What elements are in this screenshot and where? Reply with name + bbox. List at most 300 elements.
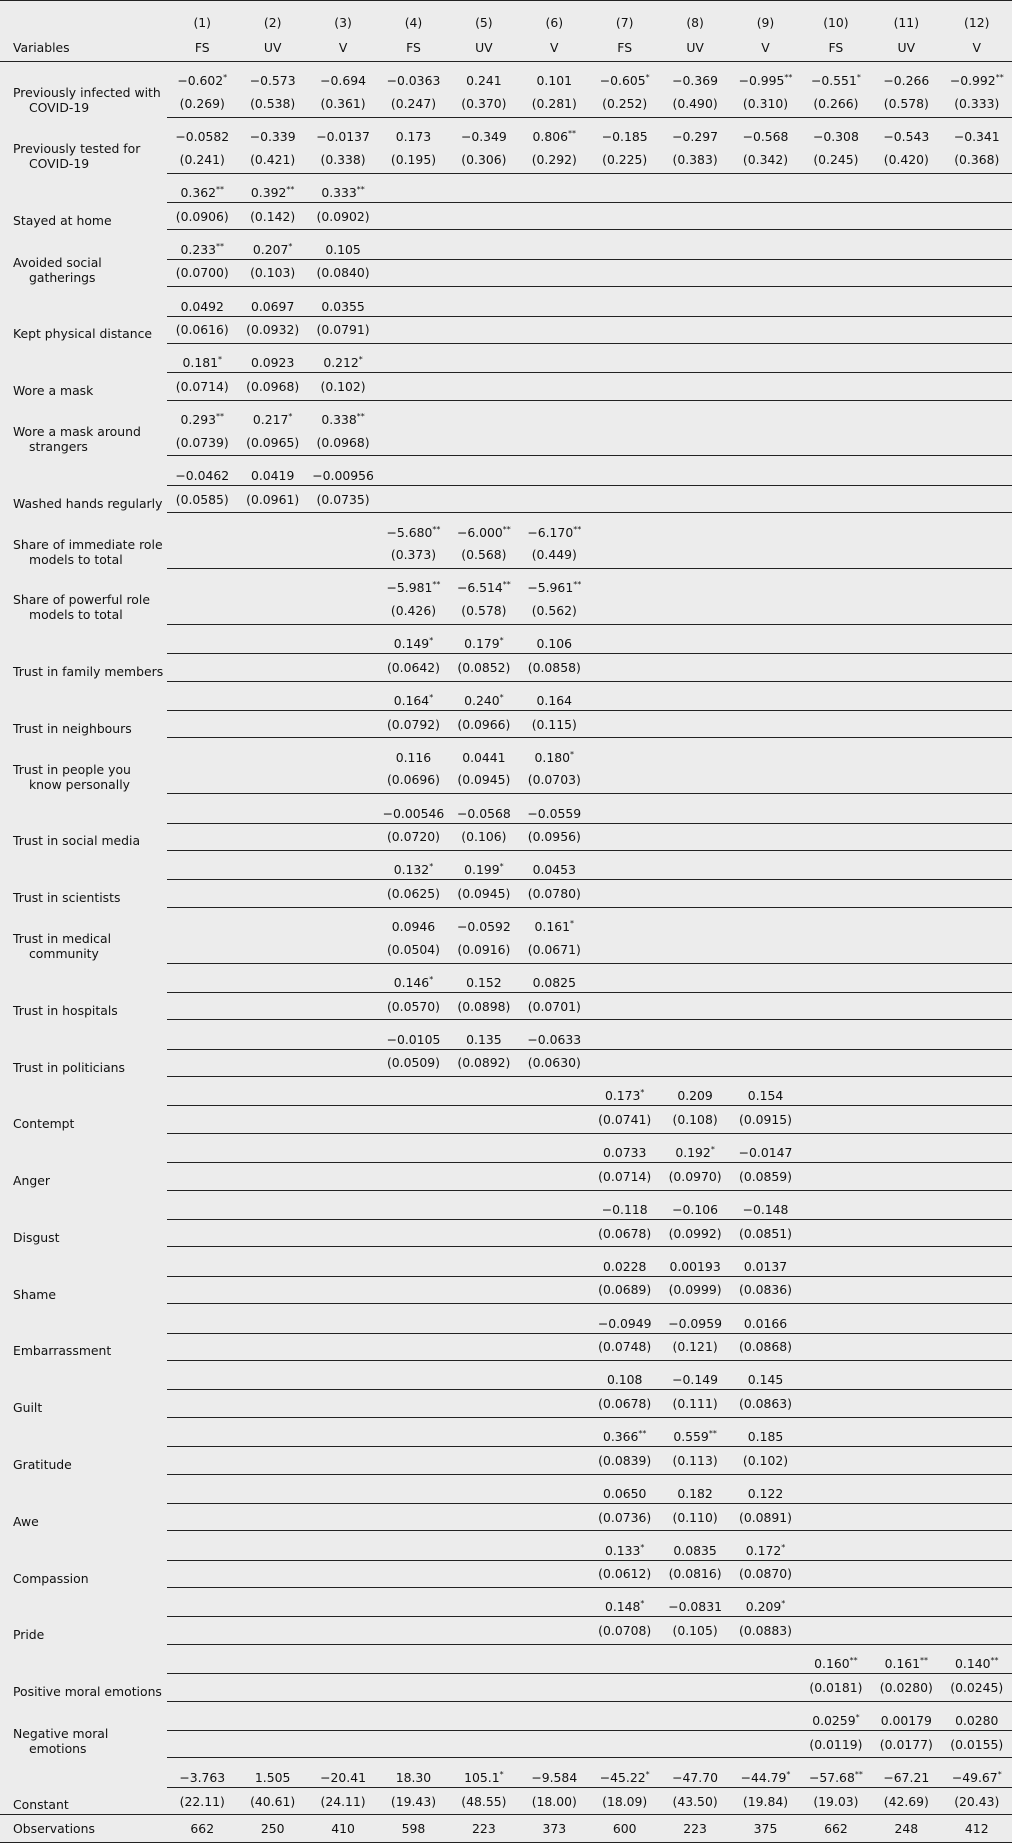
coefficient-cell (589, 456, 659, 485)
coefficient-cell: −0.369 (672, 73, 719, 89)
coefficient-cell: −0.0949 (589, 1304, 659, 1333)
coefficient-cell (801, 1417, 871, 1446)
coefficient-cell: −57.68** (801, 1758, 871, 1787)
standard-error-cell: (0.0961) (237, 485, 307, 512)
standard-error-cell: (0.0792) (378, 710, 448, 737)
standard-error-cell (942, 1447, 1012, 1474)
coefficient-cell (589, 569, 659, 598)
standard-error-cell (730, 767, 800, 794)
coefficient-cell: 0.173* (589, 1077, 659, 1106)
coefficient-cell (167, 1190, 237, 1219)
standard-error-cell: (0.306) (449, 146, 519, 173)
standard-error-cell (519, 259, 589, 286)
standard-error-cell (589, 992, 659, 1019)
variable-label: Trust in politicians (13, 1059, 125, 1075)
coefficient-cell: 0.122 (730, 1474, 800, 1503)
standard-error-cell (519, 1106, 589, 1133)
standard-error-cell (942, 259, 1012, 286)
standard-error-cell (449, 1276, 519, 1303)
coefficient-cell (660, 173, 730, 202)
coefficient-cell (308, 1190, 378, 1219)
coefficient-cell: 0.00193 (660, 1247, 730, 1276)
coefficient-cell (519, 1531, 589, 1560)
standard-error-cell: (0.103) (237, 259, 307, 286)
model-number-header: (12) (964, 14, 990, 30)
standard-error-cell (167, 1503, 237, 1530)
standard-error-cell (237, 1333, 307, 1360)
coefficient-cell (942, 1474, 1012, 1503)
standard-error-cell: (0.0999) (660, 1276, 730, 1303)
standard-error-cell (589, 654, 659, 681)
standard-error-cell (801, 373, 871, 400)
variable-label: Compassion (13, 1570, 89, 1586)
variable-label: Trust in medical community (13, 931, 112, 961)
standard-error-cell (660, 1674, 730, 1701)
coefficient-cell (237, 1247, 307, 1276)
coefficient-cell (801, 794, 871, 823)
coefficient-row (0, 1644, 1012, 1673)
coefficient-row (0, 963, 1012, 992)
coefficient-cell (871, 1474, 941, 1503)
standard-error-cell (308, 1106, 378, 1133)
coefficient-cell (589, 230, 659, 259)
coefficient-cell (660, 287, 730, 316)
coefficient-cell (871, 681, 941, 710)
coefficient-cell: −0.0959 (660, 1304, 730, 1333)
coefficient-cell (519, 1304, 589, 1333)
standard-error-cell (237, 597, 307, 624)
variable-label: Trust in people you know personally (13, 761, 131, 792)
coefficient-cell (801, 907, 871, 936)
standard-error-cell (730, 429, 800, 456)
coefficient-cell (237, 1701, 307, 1730)
variable-label: Washed hands regularly (13, 495, 163, 511)
standard-error-cell: (0.252) (589, 90, 659, 117)
standard-error-cell (308, 1503, 378, 1530)
standard-error-cell (237, 767, 307, 794)
standard-error-cell (167, 1674, 237, 1701)
coefficient-cell (449, 287, 519, 316)
standard-error-cell (660, 654, 730, 681)
variable-label: Disgust (13, 1229, 60, 1245)
dependent-variable-header: FS (801, 37, 871, 62)
coefficient-cell (942, 1020, 1012, 1049)
standard-error-cell (237, 1049, 307, 1076)
standard-error-cell: (0.0708) (589, 1617, 659, 1644)
standard-error-cell: (0.110) (660, 1503, 730, 1530)
coefficient-cell (519, 1077, 589, 1106)
coefficient-row (0, 1133, 1012, 1162)
standard-error-cell (519, 1617, 589, 1644)
standard-error-cell (589, 767, 659, 794)
standard-error-cell (167, 542, 237, 569)
standard-error-cell (308, 992, 378, 1019)
standard-error-cell: (0.0968) (308, 429, 378, 456)
coefficient-cell: −0.694 (320, 73, 366, 89)
standard-error-cell (589, 373, 659, 400)
coefficient-cell (449, 173, 519, 202)
variable-label: Trust in social media (13, 833, 141, 849)
coefficient-cell (519, 400, 589, 429)
coefficient-cell (801, 569, 871, 598)
standard-error-cell: (0.108) (660, 1106, 730, 1133)
coefficient-cell: 0.806** (532, 129, 577, 145)
coefficient-cell (167, 1701, 237, 1730)
coefficient-cell (942, 1360, 1012, 1389)
standard-error-cell: (0.0736) (589, 1503, 659, 1530)
coefficient-cell: 0.0166 (730, 1304, 800, 1333)
standard-error-cell (589, 485, 659, 512)
coefficient-cell (730, 681, 800, 710)
standard-error-cell (237, 1674, 307, 1701)
coefficient-cell (378, 343, 448, 372)
header-blank (0, 1, 167, 38)
standard-error-cell (378, 1617, 448, 1644)
coefficient-cell: 0.209 (660, 1077, 730, 1106)
standard-error-cell (730, 654, 800, 681)
coefficient-cell (237, 1077, 307, 1106)
standard-error-cell (801, 1106, 871, 1133)
standard-error-cell (237, 880, 307, 907)
model-number-header: (2) (263, 14, 282, 30)
coefficient-cell (237, 907, 307, 936)
standard-error-cell (449, 1503, 519, 1530)
coefficient-cell (942, 456, 1012, 485)
standard-error-cell (237, 1106, 307, 1133)
standard-error-cell (871, 373, 941, 400)
dependent-variable-header: UV (871, 37, 941, 62)
coefficient-cell (942, 1304, 1012, 1333)
coefficient-cell (308, 1077, 378, 1106)
standard-error-cell (167, 936, 237, 963)
observations-cell: 373 (542, 1820, 567, 1836)
standard-error-cell: (0.0701) (519, 992, 589, 1019)
standard-error-cell (871, 1049, 941, 1076)
coefficient-cell (730, 624, 800, 653)
standard-error-cell (237, 1220, 307, 1247)
coefficient-cell (871, 738, 941, 767)
standard-error-cell (942, 1276, 1012, 1303)
coefficient-cell: −0.297 (672, 129, 719, 145)
standard-error-cell: (0.0859) (730, 1163, 800, 1190)
coefficient-cell (801, 456, 871, 485)
standard-error-cell (237, 1503, 307, 1530)
coefficient-cell (942, 1531, 1012, 1560)
observations-cell: 410 (331, 1820, 355, 1836)
standard-error-cell (801, 1560, 871, 1587)
standard-error-cell: (48.55) (461, 1793, 507, 1809)
coefficient-cell (942, 907, 1012, 936)
coefficient-cell (871, 1020, 941, 1049)
standard-error-cell: (0.0966) (449, 710, 519, 737)
standard-error-cell (660, 936, 730, 963)
coefficient-row (0, 1077, 1012, 1106)
coefficient-cell (449, 1644, 519, 1673)
coefficient-row (0, 1474, 1012, 1503)
standard-error-cell (589, 936, 659, 963)
standard-error-cell (871, 429, 941, 456)
coefficient-cell: 0.192* (660, 1133, 730, 1162)
coefficient-cell: 0.362** (167, 173, 237, 202)
coefficient-cell (308, 1701, 378, 1730)
standard-error-cell: (0.0915) (730, 1106, 800, 1133)
standard-error-cell (378, 1390, 448, 1417)
coefficient-cell (801, 1133, 871, 1162)
standard-error-cell (167, 1276, 237, 1303)
standard-error-cell: (0.0625) (378, 880, 448, 907)
coefficient-row (0, 1360, 1012, 1389)
standard-error-cell (308, 1163, 378, 1190)
standard-error-cell: (0.0898) (449, 992, 519, 1019)
standard-error-cell (660, 597, 730, 624)
standard-error-cell (519, 373, 589, 400)
model-number-header: (4) (404, 14, 423, 30)
standard-error-cell (660, 259, 730, 286)
standard-error-cell (589, 880, 659, 907)
coefficient-row (0, 1588, 1012, 1617)
standard-error-cell: (0.0883) (730, 1617, 800, 1644)
standard-error-cell (167, 710, 237, 737)
standard-error-cell (801, 1390, 871, 1417)
standard-error-cell (942, 1560, 1012, 1587)
coefficient-cell (871, 1588, 941, 1617)
standard-error-cell (519, 202, 589, 229)
standard-error-cell: (0.0970) (660, 1163, 730, 1190)
standard-error-cell (378, 1220, 448, 1247)
coefficient-cell: 0.0355 (308, 287, 378, 316)
standard-error-cell (871, 1447, 941, 1474)
model-number-header: (11) (893, 14, 920, 30)
coefficient-cell (308, 624, 378, 653)
standard-error-cell (660, 767, 730, 794)
coefficient-cell (308, 738, 378, 767)
coefficient-cell (237, 681, 307, 710)
standard-error-cell (801, 823, 871, 850)
coefficient-cell: −0.339 (249, 129, 296, 145)
coefficient-cell: −0.0147 (730, 1133, 800, 1162)
standard-error-cell (519, 1163, 589, 1190)
standard-error-cell (378, 373, 448, 400)
coefficient-cell: −0.0559 (519, 794, 589, 823)
standard-error-cell: (0.0780) (519, 880, 589, 907)
coefficient-cell (519, 1360, 589, 1389)
standard-error-cell: (0.0735) (308, 485, 378, 512)
coefficient-cell (167, 1247, 237, 1276)
standard-error-cell (730, 1049, 800, 1076)
standard-error-cell (449, 1390, 519, 1417)
standard-error-cell (449, 1617, 519, 1644)
standard-error-cell (942, 1503, 1012, 1530)
standard-error-cell (660, 429, 730, 456)
standard-error-cell (942, 936, 1012, 963)
variable-label: Gratitude (13, 1457, 72, 1473)
observations-cell: 662 (824, 1820, 848, 1836)
coefficient-cell (378, 1701, 448, 1730)
standard-error-cell: (0.373) (378, 542, 448, 569)
standard-error-cell (519, 1390, 589, 1417)
coefficient-cell: −0.0137 (316, 129, 370, 145)
variable-label: Negative moral emotions (13, 1725, 109, 1756)
standard-error-cell (167, 654, 237, 681)
standard-error-cell (801, 1503, 871, 1530)
standard-error-cell (378, 429, 448, 456)
standard-error-cell: (0.102) (730, 1447, 800, 1474)
standard-error-cell (730, 1674, 800, 1701)
standard-error-cell (449, 316, 519, 343)
standard-error-cell (871, 1617, 941, 1644)
coefficient-cell: 0.0825 (519, 963, 589, 992)
coefficient-cell (871, 1133, 941, 1162)
coefficient-cell (308, 850, 378, 879)
coefficient-cell (871, 1304, 941, 1333)
model-number-header: (6) (545, 14, 564, 30)
standard-error-cell: (0.0720) (378, 823, 448, 850)
coefficient-cell (519, 230, 589, 259)
coefficient-cell (942, 850, 1012, 879)
coefficient-cell (871, 1360, 941, 1389)
standard-error-cell: (0.0678) (589, 1220, 659, 1247)
dependent-variable-row (0, 37, 1012, 62)
standard-error-cell: (0.0714) (589, 1163, 659, 1190)
coefficient-cell (660, 907, 730, 936)
coefficient-cell: −0.341 (953, 129, 1000, 145)
standard-error-cell: (0.0992) (660, 1220, 730, 1247)
standard-error-cell: (19.03) (813, 1793, 859, 1809)
coefficient-row (0, 1304, 1012, 1333)
coefficient-cell: 0.0733 (589, 1133, 659, 1162)
coefficient-cell (308, 1133, 378, 1162)
standard-error-cell (519, 1731, 589, 1758)
coefficient-cell: 0.160** (801, 1644, 871, 1673)
standard-error-cell (589, 597, 659, 624)
standard-error-cell: (0.568) (449, 542, 519, 569)
coefficient-cell (167, 1360, 237, 1389)
coefficient-cell: −0.00546 (378, 794, 448, 823)
coefficient-cell (660, 624, 730, 653)
standard-error-cell (660, 1049, 730, 1076)
coefficient-cell (519, 1133, 589, 1162)
standard-error-cell (449, 1106, 519, 1133)
standard-error-cell (801, 1333, 871, 1360)
coefficient-cell: −0.308 (812, 129, 859, 145)
coefficient-cell (449, 456, 519, 485)
coefficient-cell (308, 1474, 378, 1503)
variable-label: Wore a mask around strangers (13, 423, 141, 454)
coefficient-cell (942, 681, 1012, 710)
standard-error-cell: (0.421) (237, 146, 307, 173)
coefficient-cell (378, 1304, 448, 1333)
dependent-variable-header: FS (167, 37, 237, 62)
variable-label: Trust in family members (13, 664, 164, 680)
coefficient-cell (871, 400, 941, 429)
standard-error-cell (308, 936, 378, 963)
standard-error-cell: (0.0748) (589, 1333, 659, 1360)
standard-error-cell (308, 1731, 378, 1758)
standard-error-cell: (0.0739) (167, 429, 237, 456)
standard-error-cell: (0.142) (237, 202, 307, 229)
standard-error-cell: (0.247) (378, 90, 448, 117)
standard-error-cell (237, 1390, 307, 1417)
coefficient-row (0, 738, 1012, 767)
coefficient-cell (871, 624, 941, 653)
coefficient-cell (449, 1474, 519, 1503)
coefficient-cell: 0.0228 (589, 1247, 659, 1276)
coefficient-cell (378, 1247, 448, 1276)
dependent-variable-header: V (942, 37, 1012, 62)
standard-error-cell (167, 1106, 237, 1133)
coefficient-cell (378, 1133, 448, 1162)
standard-error-cell (871, 1163, 941, 1190)
coefficient-cell (237, 1360, 307, 1389)
standard-error-cell: (0.0678) (589, 1390, 659, 1417)
variable-label: Stayed at home (13, 212, 112, 228)
standard-error-cell (378, 316, 448, 343)
coefficient-cell (801, 1304, 871, 1333)
coefficient-cell: 0.209* (730, 1588, 800, 1617)
standard-error-cell (801, 710, 871, 737)
coefficient-cell: 0.161* (534, 919, 575, 935)
coefficient-cell (942, 624, 1012, 653)
model-number-header: (10) (823, 14, 849, 30)
standard-error-cell (730, 992, 800, 1019)
coefficient-cell (730, 963, 800, 992)
coefficient-row (0, 794, 1012, 823)
standard-error-cell: (20.43) (954, 1793, 1000, 1809)
coefficient-cell (801, 287, 871, 316)
standard-error-cell (167, 1731, 237, 1758)
coefficient-cell: 0.240* (449, 681, 519, 710)
standard-error-cell: (0.0839) (589, 1447, 659, 1474)
coefficient-cell (449, 400, 519, 429)
standard-error-cell (942, 373, 1012, 400)
coefficient-cell (237, 738, 307, 767)
coefficient-cell (308, 1531, 378, 1560)
coefficient-cell: 0.366** (589, 1417, 659, 1446)
coefficient-row (0, 62, 1012, 91)
standard-error-cell: (0.0932) (237, 316, 307, 343)
standard-error-cell: (0.0585) (167, 485, 237, 512)
standard-error-cell (449, 1333, 519, 1360)
standard-error-cell (871, 880, 941, 907)
standard-error-cell (801, 767, 871, 794)
coefficient-cell (378, 1417, 448, 1446)
standard-error-cell (449, 1163, 519, 1190)
coefficient-row (0, 230, 1012, 259)
coefficient-row (0, 850, 1012, 879)
standard-error-cell (378, 1276, 448, 1303)
coefficient-cell: −6.170** (527, 524, 582, 540)
coefficient-row (0, 117, 1012, 146)
coefficient-cell: 0.199* (449, 850, 519, 879)
coefficient-cell: −0.0363 (386, 73, 441, 89)
coefficient-cell: 105.1* (449, 1758, 519, 1787)
coefficient-cell (871, 1190, 941, 1219)
coefficient-row (0, 456, 1012, 485)
coefficient-cell (519, 287, 589, 316)
standard-error-cell (871, 710, 941, 737)
coefficient-cell (167, 1531, 237, 1560)
observations-cell: 248 (894, 1820, 919, 1836)
standard-error-cell (237, 1163, 307, 1190)
standard-error-cell: (0.225) (589, 146, 659, 173)
coefficient-cell: 0.0137 (730, 1247, 800, 1276)
coefficient-cell (801, 400, 871, 429)
coefficient-cell (801, 1531, 871, 1560)
standard-error-cell (449, 1220, 519, 1247)
coefficient-cell (660, 850, 730, 879)
coefficient-cell (308, 1020, 378, 1049)
coefficient-cell (167, 1020, 237, 1049)
